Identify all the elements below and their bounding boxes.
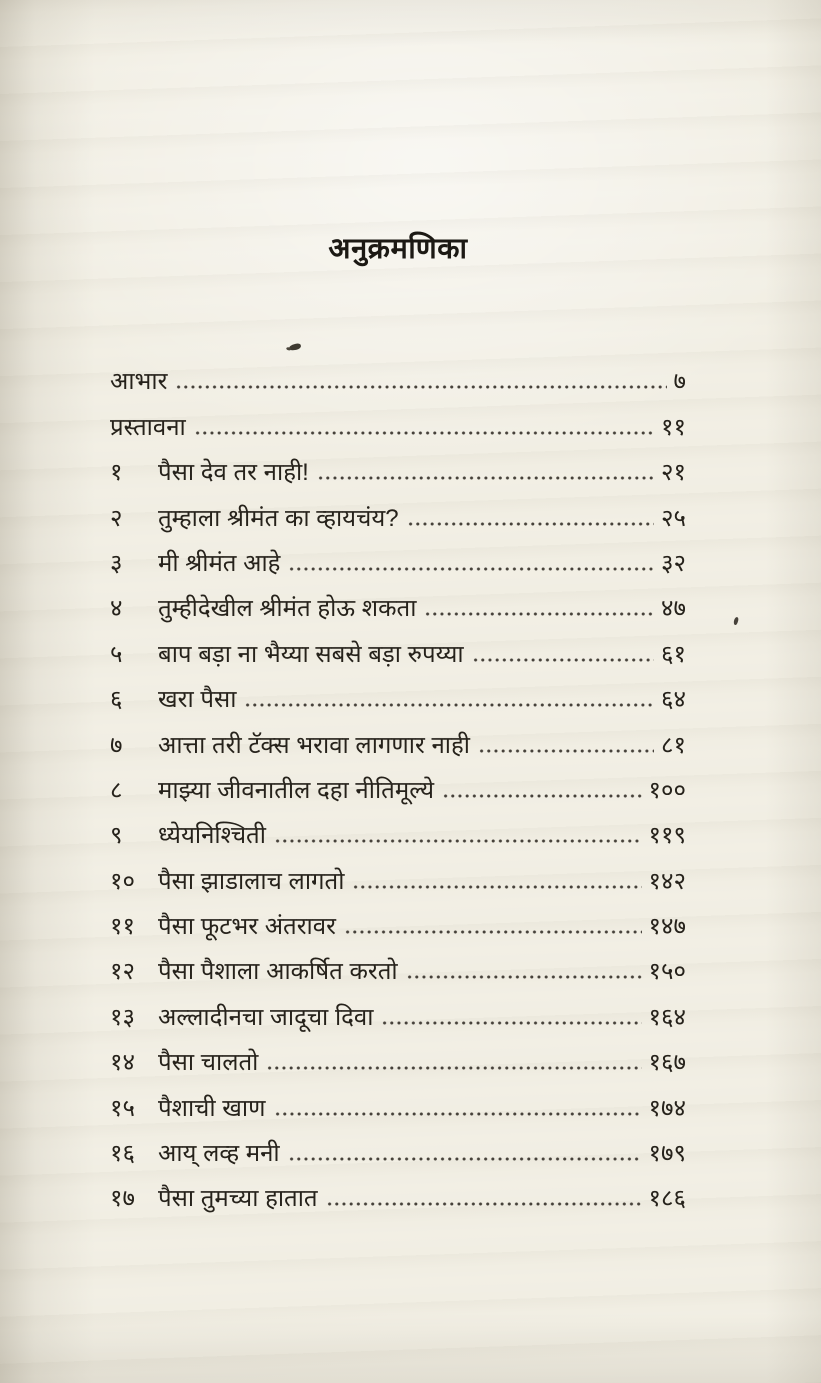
page-number: १६७ <box>648 1049 686 1077</box>
dotted-leader <box>478 746 654 756</box>
chapter-number: १० <box>110 867 135 895</box>
dotted-leader <box>288 564 654 574</box>
page-number: ६१ <box>661 640 686 668</box>
chapter-number: १६ <box>110 1140 135 1168</box>
page-number: ११ <box>661 413 686 441</box>
page-number: २१ <box>661 459 686 487</box>
chapter-number: २ <box>110 504 123 532</box>
toc-row <box>110 488 686 533</box>
ink-speck <box>289 343 302 351</box>
dotted-leader <box>266 1063 641 1073</box>
toc-row <box>110 897 686 942</box>
chapter-number: १४ <box>110 1049 135 1077</box>
page-number: १४२ <box>648 867 686 895</box>
chapter-title: मी श्रीमंत आहे <box>158 549 281 577</box>
chapter-title: तुम्हीदेखील श्रीमंत होऊ शकता <box>158 595 417 623</box>
chapter-title: आय् लव्ह मनी <box>158 1140 280 1168</box>
dotted-leader <box>472 655 654 665</box>
dotted-leader <box>317 473 654 483</box>
chapter-number: १२ <box>110 958 135 986</box>
chapter-number: ३ <box>110 549 123 577</box>
dotted-leader <box>381 1018 641 1028</box>
toc-row <box>110 942 686 987</box>
chapter-title: अल्लादीनचा जादूचा दिवा <box>158 1003 374 1031</box>
chapter-title: माझ्या जीवनातील दहा नीतिमूल्ये <box>158 776 435 804</box>
page-number: ७ <box>673 368 686 396</box>
page-number: ११९ <box>648 822 686 850</box>
toc-list <box>110 352 686 1214</box>
chapter-number: १३ <box>110 1003 135 1031</box>
page-number: १५० <box>648 958 686 986</box>
chapter-title: बाप बड़ा ना भैय्या सबसे बड़ा रुपय्या <box>158 640 464 668</box>
chapter-title: आत्ता तरी टॅक्स भरावा लागणार नाही <box>158 731 470 759</box>
dotted-leader <box>274 836 642 846</box>
toc-row <box>110 761 686 806</box>
chapter-title: खरा पैसा <box>158 686 237 714</box>
chapter-title: ध्येयनिश्चिती <box>158 822 266 850</box>
chapter-title: तुम्हाला श्रीमंत का व्हायचंय? <box>158 504 399 532</box>
dotted-leader <box>326 1199 642 1209</box>
dotted-leader <box>424 609 654 619</box>
toc-row <box>110 851 686 896</box>
dotted-leader <box>442 791 641 801</box>
chapter-number: ८ <box>110 776 123 804</box>
dotted-leader <box>344 927 642 937</box>
dotted-leader <box>244 700 654 710</box>
dotted-leader <box>352 882 641 892</box>
toc-row <box>110 397 686 442</box>
page-number: १७४ <box>648 1094 686 1122</box>
dotted-leader <box>194 428 654 438</box>
toc-row <box>110 1124 686 1169</box>
toc-row <box>110 1078 686 1123</box>
chapter-number: १ <box>110 459 123 487</box>
page-number: १७९ <box>648 1140 686 1168</box>
toc-row <box>110 579 686 624</box>
toc-row <box>110 352 686 397</box>
page-number: ८१ <box>661 731 686 759</box>
chapter-number: ४ <box>110 595 123 623</box>
ink-speck <box>733 617 739 626</box>
dotted-leader <box>288 1154 642 1164</box>
toc-row <box>110 670 686 715</box>
toc-row <box>110 987 686 1032</box>
chapter-title: प्रस्तावना <box>110 413 186 441</box>
page-number: ३२ <box>661 549 686 577</box>
chapter-number: ११ <box>110 913 135 941</box>
toc-row <box>110 715 686 760</box>
toc-row <box>110 806 686 851</box>
toc-row <box>110 443 686 488</box>
page-number: १८६ <box>648 1185 686 1213</box>
chapter-number: १५ <box>110 1094 135 1122</box>
chapter-number: १७ <box>110 1185 135 1213</box>
chapter-number: ६ <box>110 686 123 714</box>
dotted-leader <box>274 1109 642 1119</box>
page-title: अनुक्रमणिका <box>328 233 468 265</box>
chapter-title: पैसा देव तर नाही! <box>158 459 309 487</box>
dotted-leader <box>407 519 654 529</box>
toc-row <box>110 1169 686 1214</box>
chapter-title: आभार <box>110 368 168 396</box>
toc-row <box>110 1033 686 1078</box>
toc-row <box>110 624 686 669</box>
chapter-title: पैसा फूटभर अंतरावर <box>158 913 336 941</box>
chapter-title: पैसा पैशाला आकर्षित करतो <box>158 958 398 986</box>
chapter-title: पैसा झाडालाच लागतो <box>158 867 345 895</box>
page-number: ६४ <box>661 686 686 714</box>
chapter-number: ९ <box>110 822 123 850</box>
page-number: १०० <box>648 776 686 804</box>
page-number: २५ <box>661 504 686 532</box>
chapter-number: ७ <box>110 731 123 759</box>
dotted-leader <box>175 382 666 392</box>
chapter-number: ५ <box>110 640 123 668</box>
page-number: ४७ <box>661 595 686 623</box>
chapter-title: पैशाची खाण <box>158 1094 266 1122</box>
dotted-leader <box>406 972 642 982</box>
chapter-title: पैसा तुमच्या हातात <box>158 1185 318 1213</box>
toc-row <box>110 534 686 579</box>
chapter-title: पैसा चालतो <box>158 1049 259 1077</box>
page-number: १६४ <box>648 1003 686 1031</box>
page-number: १४७ <box>648 913 686 941</box>
